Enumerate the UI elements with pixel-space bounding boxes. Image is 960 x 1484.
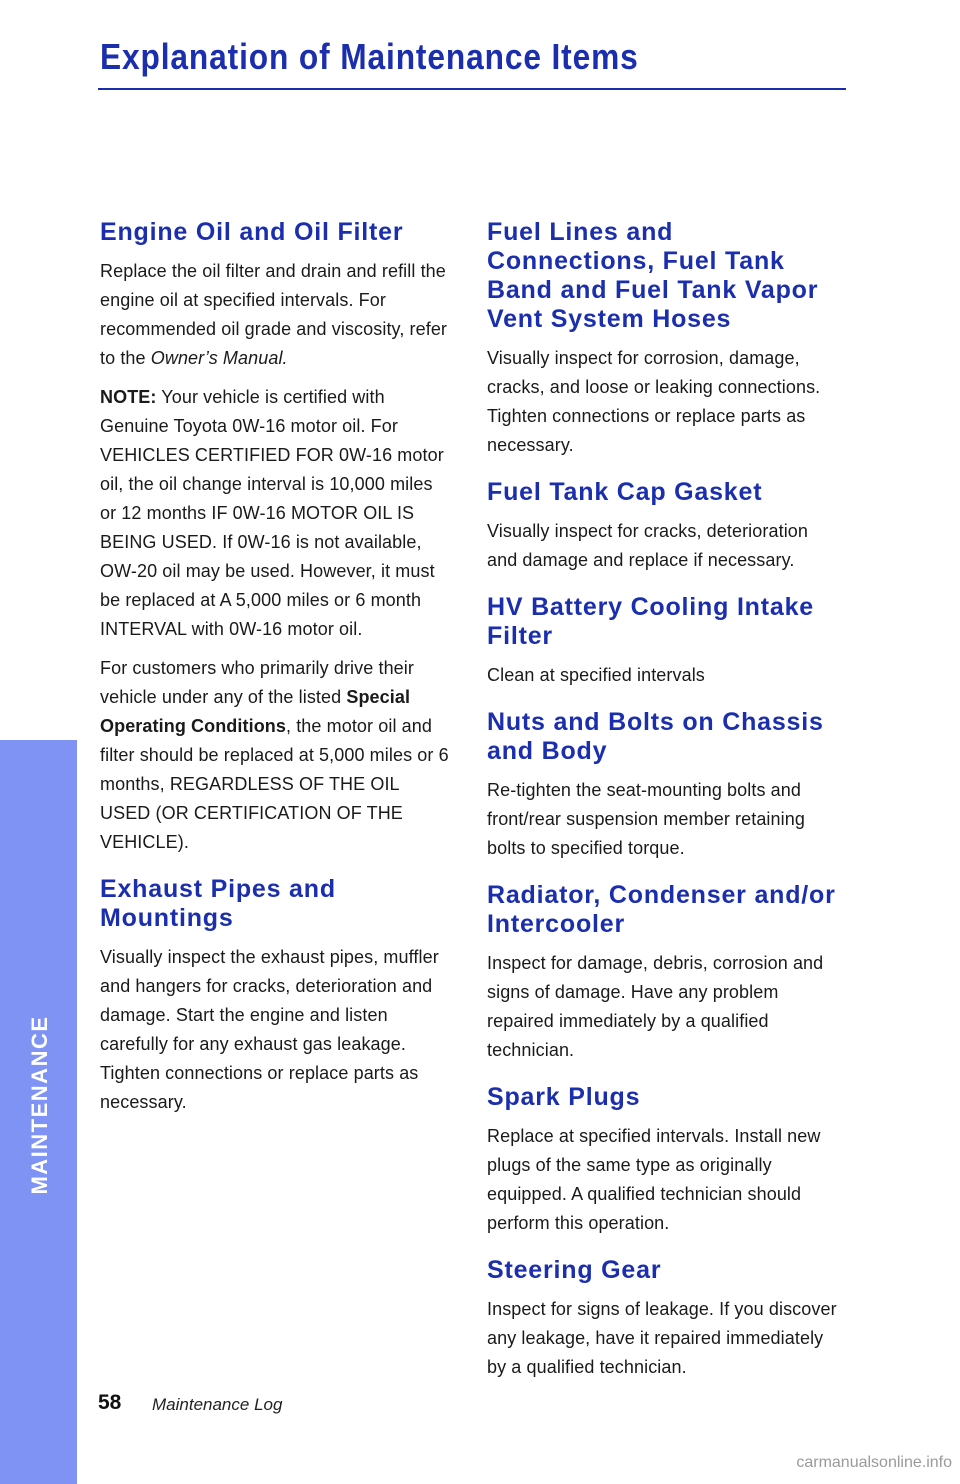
fuel-lines-body: Visually inspect for corrosion, damage, cracks, and loose or leaking connections. Tighten connections or replace parts as necessary. (487, 348, 821, 455)
sidebar-label: MAINTENANCE (27, 1015, 52, 1195)
hv-battery-body: Clean at specified intervals (487, 665, 705, 685)
section-spark-plugs (487, 1083, 843, 1238)
section-engine-oil (100, 218, 452, 857)
section-fuel-cap (487, 478, 843, 575)
nuts-bolts-body: Re-tighten the seat-mounting bolts and front/rear suspension member retaining bolts to specified torque. (487, 780, 805, 858)
section-fuel-lines (487, 218, 843, 460)
heading-exhaust: Exhaust Pipes and Mountings (100, 875, 336, 932)
heading-steering: Steering Gear (487, 1256, 662, 1284)
special-conditions-text-a: For customers who primarily drive their vehicle under any of the listed (100, 658, 414, 707)
note-label: NOTE: (100, 387, 157, 407)
heading-radiator: Radiator, Condenser and/or Intercooler (487, 881, 836, 938)
page-title: Explanation of Maintenance Items (100, 36, 639, 77)
section-exhaust (100, 875, 452, 1117)
footer-label: Maintenance Log (152, 1395, 283, 1414)
title-divider (98, 88, 846, 90)
engine-oil-text: Replace the oil filter and drain and refill the engine oil at specified intervals. For recommended oil grade and viscosity, refer to the (100, 261, 448, 368)
page-number: 58 (98, 1391, 122, 1414)
section-steering (487, 1256, 843, 1382)
radiator-body: Inspect for damage, debris, corrosion and signs of damage. Have any problem repaired immediately by a qualified technician. (487, 953, 824, 1060)
steering-body: Inspect for signs of leakage. If you discover any leakage, have it repaired immediately by a qualified technician. (487, 1299, 837, 1377)
heading-fuel-lines: Fuel Lines and Connections, Fuel Tank Band and Fuel Tank Vapor Vent System Hoses (487, 218, 819, 333)
engine-oil-note (100, 383, 452, 644)
special-conditions-paragraph (100, 654, 452, 857)
right-column (487, 218, 843, 1400)
heading-fuel-cap: Fuel Tank Cap Gasket (487, 478, 763, 506)
heading-nuts-bolts: Nuts and Bolts on Chassis and Body (487, 708, 824, 765)
section-nuts-bolts (487, 708, 843, 863)
exhaust-body: Visually inspect the exhaust pipes, muffler and hangers for cracks, deterioration and damage. Start the engine and listen carefully for any exhaust gas leakage. Tighten connections or replace parts as necessary. (100, 947, 439, 1112)
engine-oil-paragraph (100, 257, 452, 373)
spark-plugs-body: Replace at specified intervals. Install new plugs of the same type as originally equipped. A qualified technician should perform this operation. (487, 1126, 821, 1233)
owners-manual-reference: Owner’s Manual. (150, 348, 288, 368)
heading-spark-plugs: Spark Plugs (487, 1083, 641, 1111)
fuel-cap-body: Visually inspect for cracks, deterioration and damage and replace if necessary. (487, 521, 809, 570)
section-radiator (487, 881, 843, 1065)
watermark: carmanualsonline.info (796, 1454, 952, 1471)
heading-engine-oil: Engine Oil and Oil Filter (100, 218, 404, 246)
note-text: Your vehicle is certified with Genuine Toyota 0W-16 motor oil. For VEHICLES CERTIFIED FOR 0W-16 motor oil, the oil change interval is 10,000 miles or 12 months IF 0W-16 MOTOR OIL IS BEING USED. If 0W-16 is not available, OW-20 oil may be used. However, it must be replaced at A 5,000 miles or 6 month INTERVAL with 0W-16 motor oil. (100, 387, 444, 639)
left-column (100, 218, 452, 1135)
section-hv-battery (487, 593, 843, 690)
special-conditions-term: Special Operating Conditions (100, 687, 411, 736)
heading-hv-battery: HV Battery Cooling Intake Filter (487, 593, 814, 650)
special-conditions-text-b: , the motor oil and filter should be replaced at 5,000 miles or 6 months, REGARDLESS OF THE OIL USED (OR CERTIFICATION OF THE VEHICLE). (100, 716, 449, 852)
